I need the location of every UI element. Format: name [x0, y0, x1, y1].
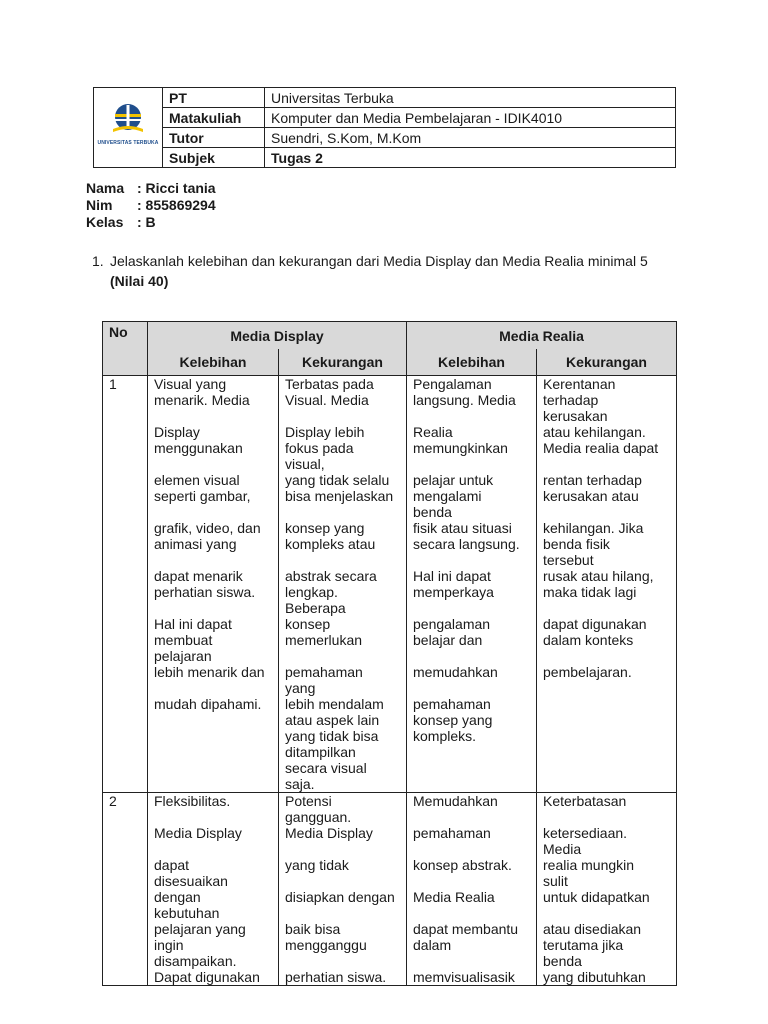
line-gap: [285, 841, 402, 857]
display-kelebihan-header: Kelebihan: [148, 349, 279, 376]
cell-text-line: Potensi: [285, 793, 332, 809]
cell-text-line: saja.: [285, 776, 315, 792]
cell-text-line: rentan terhadap: [543, 472, 642, 488]
class-label: Kelas: [86, 214, 124, 230]
cell-text-line: konsep abstrak.: [413, 857, 512, 873]
question-text: Jelaskanlah kelebihan dan kekurangan dari Media Display dan Media Realia minimal 5: [110, 253, 648, 269]
cell-text-line: Dapat digunakan: [154, 969, 260, 985]
cell-text-line: tersebut: [543, 552, 594, 568]
cell-text-line: dapat membantu: [413, 921, 519, 937]
line-gap: [413, 648, 532, 664]
class-value: : B: [137, 214, 156, 230]
line-gap: [154, 809, 274, 825]
line-gap: [154, 552, 274, 568]
row-number: 1: [103, 376, 148, 793]
cell-text-line: yang tidak selalu: [285, 472, 390, 488]
header-value-subjek: Tugas 2: [265, 148, 676, 168]
header-value-matakuliah: Komputer dan Media Pembelajaran - IDIK4010: [265, 108, 676, 128]
cell-text-line: dengan: [154, 889, 201, 905]
header-label-pt: PT: [163, 88, 265, 108]
cell-text-line: Media: [543, 841, 582, 857]
cell-text-line: kehilangan. Jika: [543, 520, 644, 536]
cell-text-line: yang: [285, 680, 316, 696]
cell-realia-kelebihan: [407, 376, 537, 793]
cell-realia-kelebihan: [407, 793, 537, 986]
question-score: (Nilai 40): [110, 273, 169, 289]
col-no-header: No: [103, 322, 148, 376]
cell-text-line: menggunakan: [154, 440, 243, 456]
cell-text-line: atau disediakan: [543, 921, 642, 937]
comparison-table: [102, 321, 677, 986]
line-gap: [413, 809, 532, 825]
name-value: : Ricci tania: [137, 180, 216, 196]
cell-text-line: sulit: [543, 873, 568, 889]
university-logo-icon: [111, 103, 145, 133]
logo-text: UNIVERSITAS TERBUKA: [97, 140, 159, 146]
cell-text-line: pelajar untuk: [413, 472, 494, 488]
line-gap: [285, 648, 402, 664]
cell-text-line: yang dibutuhkan: [543, 969, 646, 985]
cell-text-line: benda: [413, 504, 452, 520]
line-gap: [285, 552, 402, 568]
cell-text-line: Media realia dapat: [543, 440, 659, 456]
cell-text-line: visual,: [285, 456, 325, 472]
cell-text-line: memperkaya: [413, 584, 494, 600]
cell-text-line: kompleks atau: [285, 536, 376, 552]
cell-text-line: memungkinkan: [413, 440, 508, 456]
line-gap: [413, 552, 532, 568]
cell-text-line: mengalami: [413, 488, 482, 504]
cell-text-line: pengalaman: [413, 616, 491, 632]
cell-text-line: Media Realia: [413, 889, 495, 905]
question-number: 1.: [92, 253, 104, 269]
cell-text-line: secara langsung.: [413, 536, 520, 552]
cell-text-line: dapat digunakan: [543, 616, 647, 632]
line-gap: [285, 504, 402, 520]
line-gap: [543, 809, 672, 825]
line-gap: [413, 841, 532, 857]
line-gap: [413, 873, 532, 889]
cell-text-line: untuk didapatkan: [543, 889, 650, 905]
cell-text-line: Kerentanan: [543, 376, 616, 392]
cell-text-line: atau kehilangan.: [543, 424, 646, 440]
line-gap: [154, 841, 274, 857]
cell-text-line: perhatian siswa.: [285, 969, 387, 985]
cell-text-line: dalam konteks: [543, 632, 634, 648]
line-gap: [154, 504, 274, 520]
cell-text-line: belajar dan: [413, 632, 483, 648]
media-display-header: Media Display: [148, 322, 407, 349]
cell-text-line: Keterbatasan: [543, 793, 627, 809]
cell-text-line: terhadap: [543, 392, 599, 408]
header-label-tutor: Tutor: [163, 128, 265, 148]
cell-text-line: lebih menarik dan: [154, 664, 265, 680]
cell-text-line: konsep: [285, 616, 331, 632]
media-realia-header: Media Realia: [407, 322, 677, 349]
cell-text-line: pelajaran: [154, 648, 212, 664]
cell-text-line: menarik. Media: [154, 392, 250, 408]
line-gap: [413, 905, 532, 921]
cell-text-line: Beberapa: [285, 600, 346, 616]
cell-text-line: Fleksibilitas.: [154, 793, 231, 809]
cell-display-kelebihan: [148, 376, 279, 793]
cell-text-line: mudah dipahami.: [154, 696, 262, 712]
cell-text-line: Hal ini dapat: [413, 568, 491, 584]
cell-text-line: memerlukan: [285, 632, 363, 648]
cell-text-line: bisa menjelaskan: [285, 488, 394, 504]
line-gap: [413, 600, 532, 616]
header-value-tutor: Suendri, S.Kom, M.Kom: [265, 128, 676, 148]
cell-text-line: dapat menarik: [154, 568, 243, 584]
cell-text-line: fokus pada: [285, 440, 354, 456]
cell-text-line: disampaikan.: [154, 953, 237, 969]
cell-display-kekurangan: [279, 376, 407, 793]
line-gap: [154, 680, 274, 696]
page-bottom-edge: [0, 1000, 768, 1024]
header-table: [93, 87, 676, 168]
cell-text-line: realia mungkin: [543, 857, 635, 873]
cell-text-line: ketersediaan.: [543, 825, 628, 841]
cell-text-line: secara visual: [285, 760, 367, 776]
cell-text-line: maka tidak lagi: [543, 584, 637, 600]
cell-text-line: kebutuhan: [154, 905, 220, 921]
cell-text-line: pemahaman: [285, 664, 363, 680]
line-gap: [154, 600, 274, 616]
line-gap: [413, 953, 532, 969]
line-gap: [543, 600, 672, 616]
cell-text-line: seperti gambar,: [154, 488, 251, 504]
cell-display-kekurangan: [279, 793, 407, 986]
line-gap: [154, 456, 274, 472]
cell-text-line: pembelajaran.: [543, 664, 632, 680]
cell-text-line: Visual. Media: [285, 392, 369, 408]
cell-text-line: grafik, video, dan: [154, 520, 261, 536]
line-gap: [413, 408, 532, 424]
realia-kekurangan-header: Kekurangan: [537, 349, 677, 376]
realia-kelebihan-header: Kelebihan: [407, 349, 537, 376]
cell-text-line: benda fisik: [543, 536, 610, 552]
cell-realia-kekurangan: [537, 793, 677, 986]
cell-text-line: yang tidak bisa: [285, 728, 379, 744]
cell-text-line: Media Display: [285, 825, 373, 841]
cell-text-line: Terbatas pada: [285, 376, 374, 392]
cell-text-line: baik bisa: [285, 921, 341, 937]
cell-text-line: abstrak secara: [285, 568, 377, 584]
cell-text-line: atau aspek lain: [285, 712, 380, 728]
cell-text-line: disiapkan dengan: [285, 889, 395, 905]
cell-text-line: fisik atau situasi: [413, 520, 512, 536]
cell-text-line: memvisualisasik: [413, 969, 515, 985]
cell-text-line: pelajaran yang: [154, 921, 246, 937]
name-label: Nama: [86, 180, 125, 196]
cell-text-line: konsep yang: [285, 520, 365, 536]
cell-text-line: animasi yang: [154, 536, 237, 552]
header-label-matakuliah: Matakuliah: [163, 108, 265, 128]
cell-text-line: Display lebih: [285, 424, 365, 440]
cell-text-line: Visual yang: [154, 376, 227, 392]
cell-text-line: konsep yang: [413, 712, 493, 728]
cell-display-kelebihan: [148, 793, 279, 986]
cell-text-line: yang tidak: [285, 857, 349, 873]
logo-cell: [94, 88, 163, 168]
cell-text-line: benda: [543, 953, 582, 969]
university-logo: [94, 103, 162, 152]
cell-text-line: Hal ini dapat: [154, 616, 232, 632]
cell-text-line: lengkap.: [285, 584, 338, 600]
cell-text-line: terutama jika: [543, 937, 624, 953]
table-row: [103, 793, 677, 986]
cell-text-line: gangguan.: [285, 809, 352, 825]
cell-text-line: membuat: [154, 632, 213, 648]
nim-label: Nim: [86, 197, 113, 213]
line-gap: [285, 408, 402, 424]
cell-text-line: pemahaman: [413, 696, 491, 712]
line-gap: [285, 905, 402, 921]
cell-text-line: Display: [154, 424, 200, 440]
cell-text-line: langsung. Media: [413, 392, 516, 408]
line-gap: [154, 408, 274, 424]
line-gap: [285, 873, 402, 889]
display-kekurangan-header: Kekurangan: [279, 349, 407, 376]
cell-text-line: ingin: [154, 937, 184, 953]
cell-text-line: perhatian siswa.: [154, 584, 256, 600]
cell-text-line: ditampilkan: [285, 744, 356, 760]
line-gap: [543, 648, 672, 664]
header-value-pt: Universitas Terbuka: [265, 88, 676, 108]
header-label-subjek: Subjek: [163, 148, 265, 168]
line-gap: [413, 456, 532, 472]
line-gap: [413, 680, 532, 696]
nim-value: : 855869294: [137, 197, 216, 213]
table-row: [103, 376, 677, 793]
line-gap: [285, 953, 402, 969]
cell-text-line: Memudahkan: [413, 793, 498, 809]
cell-text-line: Realia: [413, 424, 453, 440]
cell-text-line: kompleks.: [413, 728, 477, 744]
row-number: 2: [103, 793, 148, 986]
cell-text-line: pemahaman: [413, 825, 491, 841]
cell-text-line: Media Display: [154, 825, 242, 841]
cell-text-line: kerusakan atau: [543, 488, 639, 504]
line-gap: [543, 456, 672, 472]
cell-text-line: elemen visual: [154, 472, 240, 488]
cell-realia-kekurangan: [537, 376, 677, 793]
cell-text-line: Pengalaman: [413, 376, 492, 392]
cell-text-line: lebih mendalam: [285, 696, 384, 712]
cell-text-line: kerusakan: [543, 408, 608, 424]
cell-text-line: disesuaikan: [154, 873, 228, 889]
cell-text-line: dalam: [413, 937, 452, 953]
line-gap: [543, 504, 672, 520]
student-info: [86, 180, 216, 231]
cell-text-line: dapat: [154, 857, 190, 873]
question-1: [92, 253, 652, 289]
cell-text-line: mengganggu: [285, 937, 367, 953]
cell-text-line: rusak atau hilang,: [543, 568, 654, 584]
cell-text-line: memudahkan: [413, 664, 498, 680]
line-gap: [543, 905, 672, 921]
